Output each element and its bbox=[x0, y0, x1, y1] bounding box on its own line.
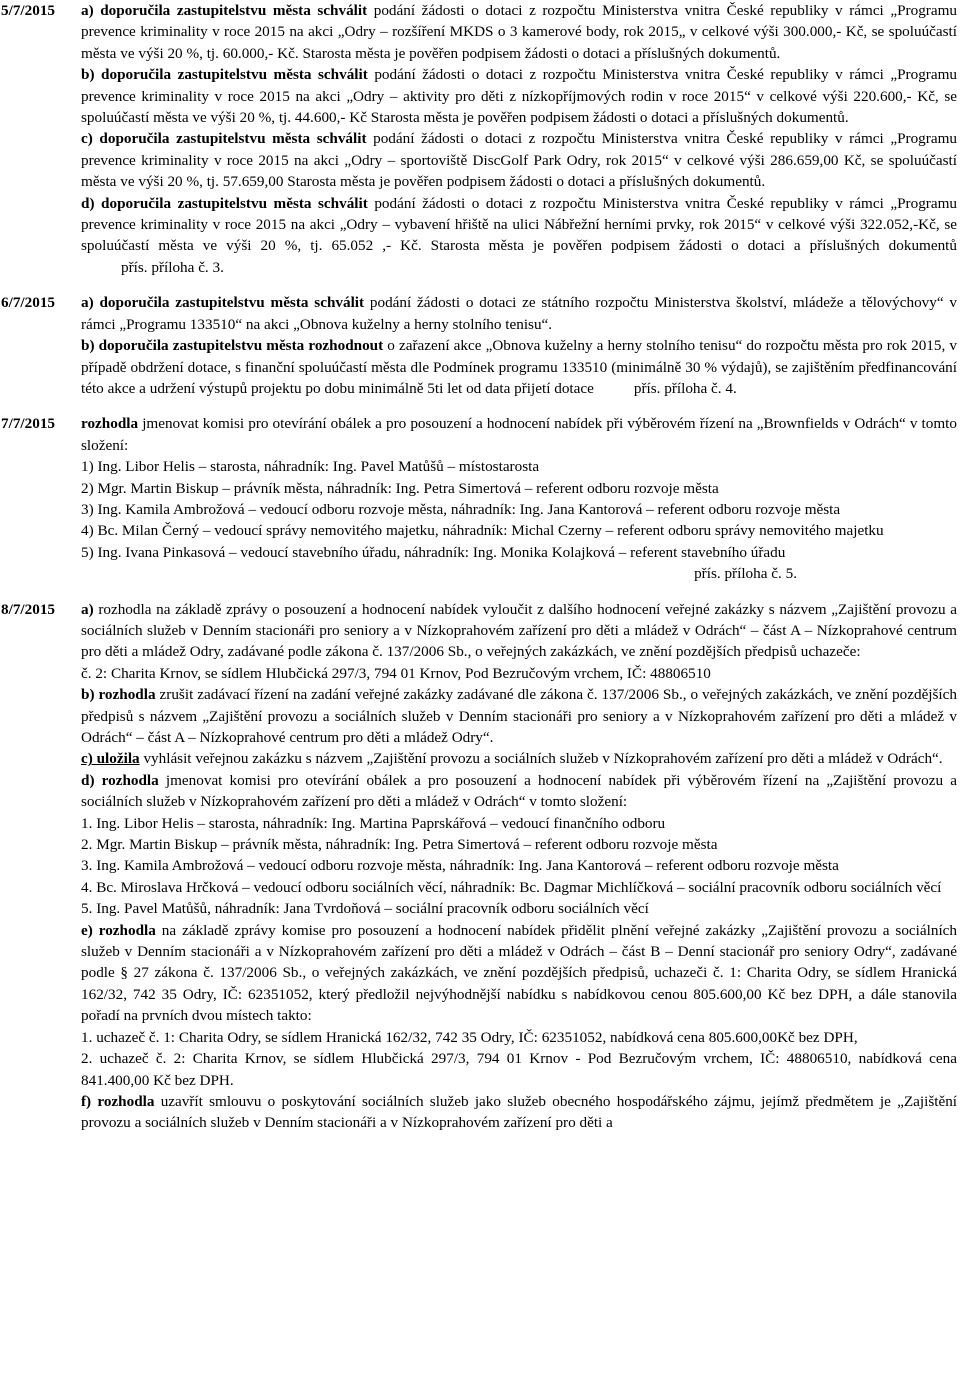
paragraph-text: 2) Mgr. Martin Biskup – právník města, náhradník: Ing. Petra Simertová – referent odboru rozvoje města bbox=[81, 479, 719, 497]
paragraph-text: podání žádosti o dotaci z rozpočtu Ministerstva vnitra České republiky v rámci „Programu prevence kriminality v roce 2015 na akci „Odry – sportoviště DiscGolf Park Odry, rok 2015“ v celkové výši 286.659,00 Kč, se spoluúčastí města ve výši 20 %, tj. 57.659,00 Starosta města je pověřen podpisem žádosti o dotaci a příslušných dokumentů. bbox=[81, 130, 957, 191]
excluded-bidder bbox=[81, 663, 957, 684]
paragraph-text: podání žádosti o dotaci z rozpočtu Ministerstva vnitra České republiky v rámci „Programu prevence kriminality v roce 2015 na akci „Odry – aktivity pro děti z nízkopříjmových rodin v roce 2015“ v celkové výši 220.600,- Kč, se spoluúčastí města ve výši 20 %, tj. 44.600,- Kč Starosta města je pověřen podpisem žádosti o dotaci a příslušných dokumentů. bbox=[81, 66, 957, 127]
paragraph-text: podání žádosti o dotaci ze státního rozpočtu Ministerstva školství, mládeže a tělovýchovy“ v rámci „Programu 133510“ na akci „Obnova kuželny a herny stolního tenisu“. bbox=[81, 294, 957, 333]
paragraph-bold: c) doporučila zastupitelstvu města schválit bbox=[81, 130, 367, 148]
attachment-note: přís. příloha č. 4. bbox=[633, 379, 737, 397]
paragraph-bold: b) rozhodla bbox=[81, 686, 156, 704]
committee-member-4 bbox=[81, 877, 957, 898]
paragraph-bold: d) rozhodla bbox=[81, 771, 159, 789]
paragraph-bold: a) doporučila zastupitelstvu města schválit bbox=[81, 294, 365, 312]
resolution-paragraph-e bbox=[81, 920, 957, 1027]
paragraph-text: 1) Ing. Libor Helis – starosta, náhradník: Ing. Pavel Matůšů – místostarosta bbox=[81, 458, 540, 476]
paragraph-text: 1. uchazeč č. 1: Charita Odry, se sídlem Hranická 162/32, 742 35 Odry, IČ: 62351052, nabídková cena 805.600,00Kč bez DPH, bbox=[81, 1028, 858, 1046]
resolution-paragraph-c bbox=[81, 748, 957, 769]
resolution-body bbox=[81, 413, 960, 584]
paragraph-text: rozhodla na základě zprávy o posouzení a hodnocení nabídek vyloučit z dalšího hodnocení veřejné zakázky s názvem „Zajištění provozu a sociálních služeb v Denním stacionáři pro seniory a v Nízkoprahovém zařízení pro děti a mládež v Odrách“ – část A – Nízkoprahové centrum pro děti a mládež Odry, zadávané podle zákona č. 137/2006 Sb., o veřejných zakázkách, ve znění pozdějších předpisů uchazeče: bbox=[81, 600, 957, 661]
paragraph-text: 4) Bc. Milan Černý – vedoucí správy nemovitého majetku, náhradník: Michal Czerny – referent odboru správy nemovitého majetku bbox=[81, 522, 884, 540]
paragraph-bold: a) bbox=[81, 600, 94, 618]
committee-member-3 bbox=[81, 499, 957, 520]
resolution-paragraph-b bbox=[81, 64, 957, 128]
resolution-paragraph-d bbox=[81, 770, 957, 813]
paragraph-text: podání žádosti o dotaci z rozpočtu Ministerstva vnitra České republiky v rámci „Programu prevence kriminality v roce 2015 na akci „Odry – rozšíření MKDS o 3 kamerové body, rok 2015„ v celkové výši 300.000,- Kč, se spoluúčastí města ve výši 20 %, tj. 60.000,- Kč. Starosta města je pověřen podpisem žádosti o dotaci a příslušných dokumentů. bbox=[81, 2, 957, 62]
paragraph-text: na základě zprávy komise pro posouzení a hodnocení nabídek přidělit plnění veřejné zakázky „Zajištění provozu a sociálních služeb v Denním stacionáři a v Nízkoprahovém zařízení pro děti a mládež v Odrách – část B – Denní stacionář pro seniory Odry“, zadávané podle § 27 zákona č. 137/2006 Sb., o veřejných zakázkách, ve znění pozdějších předpisů, uchazeči č. 1: Charita Odry, se sídlem Hranická 162/32, 742 35 Odry, IČ: 62351052, který předložil nejvýhodnější nabídku s nabídkovou cenou 805.600,00 Kč bez DPH, a dále stanovila pořadí na prvních dvou místech takto: bbox=[81, 921, 958, 1025]
committee-member-5 bbox=[81, 898, 957, 919]
resolution-8-7-2015 bbox=[0, 599, 960, 1134]
committee-member-2 bbox=[81, 478, 957, 499]
paragraph-bold: d) doporučila zastupitelstvu města schválit bbox=[81, 194, 368, 212]
resolution-5-7-2015 bbox=[0, 0, 960, 278]
paragraph-text: 1. Ing. Libor Helis – starosta, náhradník: Ing. Martina Paprskářová – vedoucí finančního odboru bbox=[81, 814, 666, 832]
resolution-paragraph-a bbox=[81, 599, 957, 663]
resolution-body bbox=[81, 292, 960, 399]
paragraph-text: č. 2: Charita Krnov, se sídlem Hlubčická 297/3, 794 01 Krnov, Pod Bezručovým vrchem, IČ: 48806510 bbox=[81, 664, 711, 682]
paragraph-text: jmenovat komisi pro otevírání obálek a pro posouzení a hodnocení nabídek při výběrovém řízení na „Brownfields v Odrách“ v tomto složení: bbox=[81, 415, 957, 454]
resolution-body bbox=[81, 599, 960, 1134]
paragraph-bold: rozhodla bbox=[81, 415, 139, 433]
paragraph-bold: b) doporučila zastupitelstvu města schválit bbox=[81, 66, 368, 84]
resolution-body bbox=[81, 0, 960, 278]
resolution-number: 7/7/2015 bbox=[1, 415, 56, 433]
paragraph-text: 2. Mgr. Martin Biskup – právník města, náhradník: Ing. Petra Simertová – referent odboru rozvoje města bbox=[81, 836, 718, 854]
paragraph-bold: e) rozhodla bbox=[81, 921, 156, 939]
paragraph-text: 2. uchazeč č. 2: Charita Krnov, se sídlem Hlubčická 297/3, 794 01 Krnov - Pod Bezručovým vrchem, IČ: 48806510, nabídková cena 841.400,00 Kč bez DPH. bbox=[81, 1050, 957, 1089]
resolution-paragraph-b bbox=[81, 684, 957, 748]
resolution-number: 6/7/2015 bbox=[1, 294, 56, 312]
attachment-note: přís. příloha č. 5. bbox=[694, 565, 797, 583]
paragraph-bold: b) doporučila zastupitelstvu města rozhodnout bbox=[81, 337, 384, 355]
resolution-paragraph-c bbox=[81, 128, 957, 192]
resolution-paragraph-intro bbox=[81, 413, 957, 456]
paragraph-text: 3. Ing. Kamila Ambrožová – vedoucí odboru rozvoje města, náhradník: Ing. Jana Kantorová – referent odboru rozvoje města bbox=[81, 857, 839, 875]
resolution-number: 8/7/2015 bbox=[1, 600, 56, 618]
committee-member-1 bbox=[81, 813, 957, 834]
resolution-paragraph-d bbox=[81, 193, 957, 279]
paragraph-bold: a) doporučila zastupitelstvu města schválit bbox=[81, 2, 368, 19]
committee-member-2 bbox=[81, 834, 957, 855]
committee-member-1 bbox=[81, 456, 957, 477]
resolution-number: 5/7/2015 bbox=[1, 2, 56, 19]
paragraph-bold: c) uložila bbox=[81, 750, 140, 768]
resolution-7-7-2015 bbox=[0, 413, 960, 584]
committee-member-5 bbox=[81, 542, 957, 563]
paragraph-text: 5. Ing. Pavel Matůšů, náhradník: Jana Tvrdoňová – sociální pracovník odboru sociálních věcí bbox=[81, 900, 649, 918]
resolution-paragraph-a bbox=[81, 0, 957, 64]
ranking-2 bbox=[81, 1048, 957, 1091]
paragraph-text: jmenovat komisi pro otevírání obálek a pro posouzení a hodnocení nabídek při výběrovém řízení na „Zajištění provozu a sociálních služeb v Nízkoprahovém zařízení pro děti a mládež v Odrách“ v tomto složení: bbox=[81, 771, 957, 811]
paragraph-text: zrušit zadávací řízení na zadání veřejné zakázky zadávané dle zákona č. 137/2006 Sb., o veřejných zakázkách, ve znění pozdějších předpisů s názvem „Zajištění provozu a sociálních služeb v Denním stacionáři pro seniory a v Nízkoprahovém zařízení pro děti a mládež v Odrách“ – část A – Nízkoprahové centrum pro děti a mládež Odry“. bbox=[81, 686, 957, 746]
paragraph-text: o zařazení akce „Obnova kuželny a herny stolního tenisu“ do rozpočtu města pro rok 2015, v případě obdržení dotace, s finanční spoluúčastí města dle Podmínek programu 133510 (minimálně 30 % výdajů), se zajištěním předfinancování této akce a udržení výstupů projektu po dobu minimálně 5ti let od data přijetí dotace bbox=[81, 337, 957, 397]
paragraph-text: podání žádosti o dotaci z rozpočtu Ministerstva vnitra České republiky v rámci „Programu prevence kriminality v roce 2015 na akci „Odry – vybavení hřiště na ulici Nábřežní herními prvky, rok 2015“ v celkové výši 322.052,-Kč, se spoluúčastí města ve výši 20 %, tj. 65.052 ,- Kč. Starosta města je pověřen podpisem žádosti o dotaci a příslušných dokumentů bbox=[81, 194, 957, 255]
attachment-note: přís. příloha č. 3. bbox=[121, 258, 224, 276]
paragraph-text: 4. Bc. Miroslava Hrčková – vedoucí odboru sociálních věcí, náhradník: Bc. Dagmar Michlíčková – sociální pracovník odboru sociálních věcí bbox=[81, 878, 942, 896]
committee-member-4 bbox=[81, 520, 957, 541]
resolution-paragraph-b bbox=[81, 335, 957, 399]
resolution-paragraph-a bbox=[81, 292, 957, 335]
paragraph-text: uzavřít smlouvu o poskytování sociálních služeb jako služeb obecného hospodářského zájmu, jejímž předmětem je „Zajištění provozu a sociálních služeb v Denním stacionáři a v Nízkoprahovém zařízení pro děti a bbox=[81, 1092, 958, 1132]
paragraph-bold: f) rozhodla bbox=[81, 1092, 155, 1110]
committee-member-3 bbox=[81, 855, 957, 876]
paragraph-text: 3) Ing. Kamila Ambrožová – vedoucí odboru rozvoje města, náhradník: Ing. Jana Kantorová – referent odboru rozvoje města bbox=[81, 500, 841, 518]
resolution-paragraph-f bbox=[81, 1091, 957, 1134]
ranking-1 bbox=[81, 1027, 957, 1048]
resolution-6-7-2015 bbox=[0, 292, 960, 399]
paragraph-text: vyhlásit veřejnou zakázku s názvem „Zajištění provozu a sociálních služeb v Nízkoprahovém zařízení pro děti a mládež v Odrách“. bbox=[139, 750, 943, 768]
paragraph-text: 5) Ing. Ivana Pinkasová – vedoucí stavebního úřadu, náhradník: Ing. Monika Kolajková – referent stavebního úřadu bbox=[81, 543, 786, 561]
